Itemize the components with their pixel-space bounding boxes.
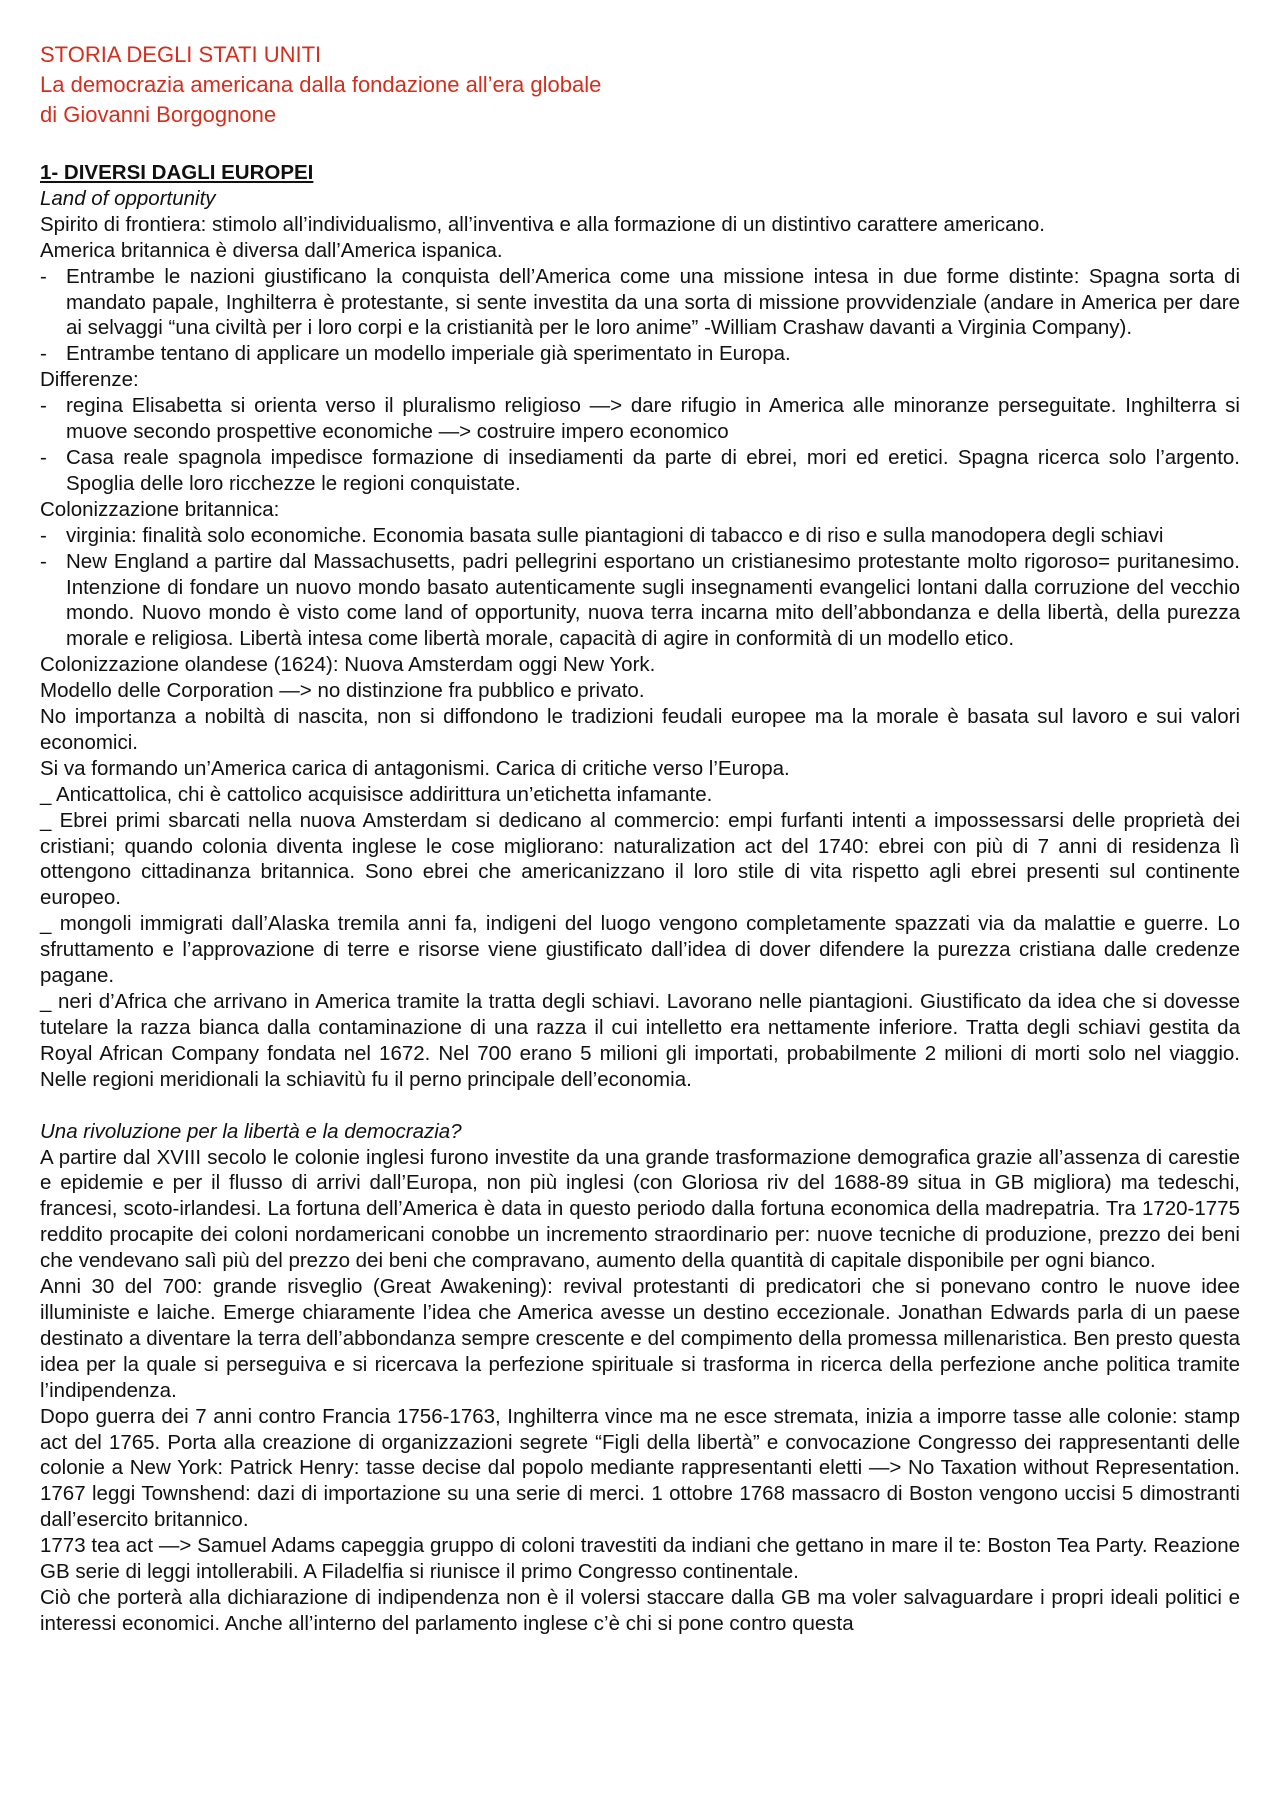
- list-item: - virginia: finalità solo economiche. Economia basata sulle piantagioni di tabacco e di riso e sulla manodopera degli schiavi: [40, 523, 1240, 549]
- book-author: di Giovanni Borgognone: [40, 102, 277, 127]
- dash-list: [40, 393, 1240, 497]
- subheading-land-of-opportunity: Land of opportunity: [40, 186, 216, 210]
- book-title: STORIA DEGLI STATI UNITI: [40, 42, 322, 67]
- dash-list: [40, 523, 1240, 653]
- paragraph: Spirito di frontiera: stimolo all’individualismo, all’inventiva e alla formazione di un distintivo carattere americano.: [40, 212, 1045, 236]
- paragraph: _ Ebrei primi sbarcati nella nuova Amsterdam si dedicano al commercio: empi furfanti intenti a impossessarsi delle proprietà dei cristiani; quando colonia diventa inglese le cose migliorano: naturalization act del 1740: ebrei con più di 7 anni di residenza lì ottengono cittadinanza britannica. Sono ebrei che americanizzano il loro stile di vita rispetto agli ebrei presenti sul continente europeo.: [40, 808, 1240, 910]
- document-page: [40, 40, 1240, 1637]
- paragraph: Colonizzazione olandese (1624): Nuova Amsterdam oggi New York.: [40, 653, 656, 677]
- paragraph: 1773 tea act —> Samuel Adams capeggia gruppo di coloni travestiti da indiani che gettano in mare il te: Boston Tea Party. Reazione GB serie di leggi intollerabili. A Filadelfia si riunisce il primo Congresso continentale.: [40, 1534, 1240, 1584]
- subheading-rivoluzione: Una rivoluzione per la libertà e la democrazia?: [40, 1119, 462, 1143]
- paragraph: _ Anticattolica, chi è cattolico acquisisce addirittura un’etichetta infamante.: [40, 782, 713, 806]
- paragraph: No importanza a nobiltà di nascita, non si diffondono le tradizioni feudali europee ma la morale è basata sul lavoro e sui valori economici.: [40, 705, 1240, 754]
- label-differenze: Differenze:: [40, 368, 139, 392]
- paragraph: Dopo guerra dei 7 anni contro Francia 1756-1763, Inghilterra vince ma ne esce stremata, inizia a imporre tasse alle colonie: stamp act del 1765. Porta alla creazione di organizzazioni segrete “Figli della libertà” e convocazione Congresso dei rappresentanti delle colonie a New York: Patrick Henry: tasse decise dal popolo mediante rappresentanti eletti —> No Taxation without Representation. 1767 leggi Townshend: dazi di importazione su una serie di merci. 1 ottobre 1768 massacro di Boston vengono uccisi 5 dimostranti dall’esercito britannico.: [40, 1404, 1240, 1532]
- paragraph: America britannica è diversa dall’America ispanica.: [40, 238, 503, 262]
- list-item: - Entrambe le nazioni giustificano la conquista dell’America come una missione intesa in due forme distinte: Spagna sorta di mandato papale, Inghilterra è protestante, si sente investita da una sorta di missione provvidenziale (andare in America per dare ai selvaggi “una civiltà per i loro corpi e la cristianità per le loro anime” -William Crashaw davanti a Virginia Company).: [40, 264, 1240, 342]
- paragraph: _ mongoli immigrati dall’Alaska tremila anni fa, indigeni del luogo vengono completamente spazzati via da malattie e guerre. Lo sfruttamento e l’approvazione di terre e risorse viene giustificato dall’idea di dover difendere la purezza cristiana dalle credenze pagane.: [40, 912, 1240, 988]
- paragraph: Ciò che porterà alla dichiarazione di indipendenza non è il volersi staccare dalla GB ma voler salvaguardare i propri ideali politici e interessi economici. Anche all’interno del parlamento inglese c’è chi si pone contro questa: [40, 1585, 1240, 1635]
- paragraph: _ neri d’Africa che arrivano in America tramite la tratta degli schiavi. Lavorano nelle piantagioni. Giustificato da idea che si dovesse tutelare la razza bianca dalla contaminazione di una razza il cui intelletto era nettamente inferiore. Tratta degli schiavi gestita da Royal African Company fondata nel 1672. Nel 700 erano 5 milioni gli importati, probabilmente 2 milioni di morti solo nel viaggio. Nelle regioni meridionali la schiavitù fu il perno principale dell’economia.: [40, 990, 1240, 1091]
- paragraph: Anni 30 del 700: grande risveglio (Great Awakening): revival protestanti di predicatori che si ponevano contro le nuove idee illuministe e laiche. Emerge chiaramente l’idea che America avesse un destino eccezionale. Jonathan Edwards parla di un paese destinato a diventare la terra dell’abbondanza sempre crescente e del compimento della promessa millenaristica. Ben presto questa idea per la quale si perseguiva e si ricercava la perfezione spirituale si trasforma in ricerca della perfezione anche politica tramite l’indipendenza.: [40, 1275, 1240, 1402]
- list-item: - regina Elisabetta si orienta verso il pluralismo religioso —> dare rifugio in America alle minoranze perseguitate. Inghilterra si muove secondo prospettive economiche —> costruire impero economico: [40, 393, 1240, 445]
- section-rivoluzione: [40, 1119, 1240, 1637]
- spacer: [40, 1093, 1240, 1119]
- paragraph: Si va formando un’America carica di antagonismi. Carica di critiche verso l’Europa.: [40, 756, 790, 780]
- document-header: [40, 40, 1240, 130]
- section-heading: 1- DIVERSI DAGLI EUROPEI: [40, 161, 314, 184]
- label-colonizzazione-britannica: Colonizzazione britannica:: [40, 497, 280, 521]
- book-subtitle: La democrazia americana dalla fondazione all’era globale: [40, 72, 602, 97]
- list-item: - New England a partire dal Massachusetts, padri pellegrini esportano un cristianesimo protestante molto rigoroso= puritanesimo. Intenzione di fondare un nuovo mondo basato autenticamente sugli insegnamenti evangelici lontani dalla corruzione del vecchio mondo. Nuovo mondo è visto come land of opportunity, nuova terra incarna mito dell’abbondanza e della libertà, della purezza morale e religiosa. Libertà intesa come libertà morale, capacità di agire in conformità di un modello etico.: [40, 549, 1240, 653]
- dash-list: [40, 264, 1240, 368]
- list-item: - Casa reale spagnola impedisce formazione di insediamenti da parte di ebrei, mori ed eretici. Spagna ricerca solo l’argento. Spoglia delle loro ricchezze le regioni conquistate.: [40, 445, 1240, 497]
- paragraph: A partire dal XVIII secolo le colonie inglesi furono investite da una grande trasformazione demografica grazie all’assenza di carestie e epidemie e per il flusso di arrivi dall’Europa, non più inglesi (con Gloriosa riv del 1688-89 situa in GB migliora) ma tedeschi, francesi, scoto-irlandesi. La fortuna dell’America è data in questo periodo dalla fortuna economica della madrepatria. Tra 1720-1775 reddito procapite dei coloni nordamericani conobbe un incremento straordinario per: nuove tecniche di produzione, prezzo dei beni che vendevano salì più del prezzo dei beni che compravano, aumento della quantità di capitale disponibile per ogni bianco.: [40, 1145, 1240, 1273]
- list-item: - Entrambe tentano di applicare un modello imperiale già sperimentato in Europa.: [40, 341, 1240, 367]
- paragraph: Modello delle Corporation —> no distinzione fra pubblico e privato.: [40, 679, 645, 703]
- section-diversi-dagli-europei: [40, 160, 1240, 1093]
